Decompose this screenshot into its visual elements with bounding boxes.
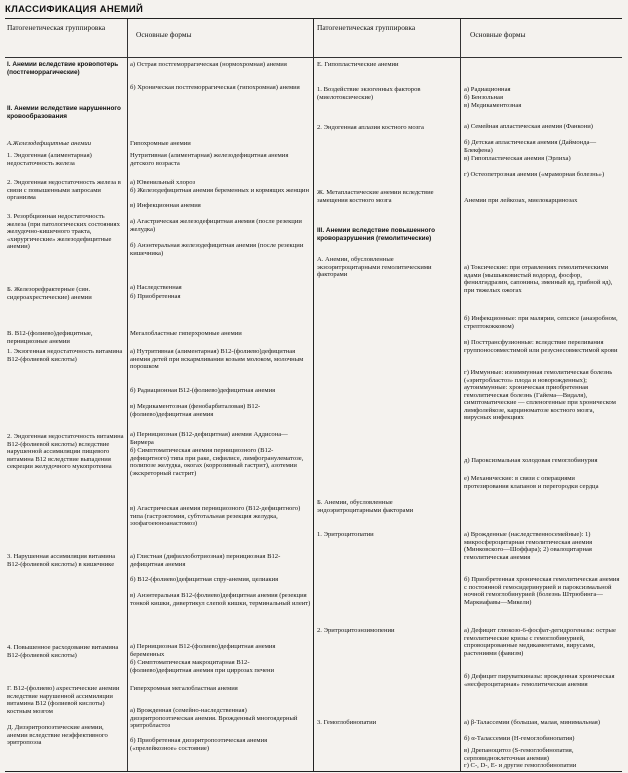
form-item: б) Железодефицитная анемия беременных и кормящих женщин bbox=[130, 187, 309, 194]
group-item: 3. Резорбционная недостаточность железа (при патологических состояниях желудочно-кишечного тракта, «хирургические» железодефицитные анемии) bbox=[7, 213, 120, 250]
form-item: е) Механические: в связи с операциями протезирования клапанов и перегородки сердца bbox=[464, 475, 599, 490]
form-item: в) Медикаментозная bbox=[464, 102, 522, 109]
group-item: I. Анемии вследствие кровопотерь (постгеморрагические) bbox=[7, 61, 119, 76]
form-item: а) Врожденные (наследственносемейные): 1) микросфероцитарная гемолитическая анемия (Минковского—Шоффара); 2) овалоцитарная гемолитическая анемия bbox=[464, 531, 593, 561]
group-item: 1. Воздействие экзогенных факторов (миелотоксические) bbox=[317, 86, 421, 101]
group-item: Б. Анемии, обусловленные эндоэритроцитарными факторами bbox=[317, 499, 414, 514]
group-item: А.Железодефицитные анемии bbox=[7, 140, 92, 147]
form-item: г) Остеопетрозная анемия («мраморная болезнь») bbox=[464, 171, 605, 178]
left-group-column bbox=[5, 19, 127, 771]
column-divider bbox=[460, 19, 461, 771]
form-item: в) Посттрансфузионные: вследствие переливания группоносовместимой или резуснесовместимой крови bbox=[464, 339, 618, 354]
form-item: г) Иммунные: изоиммунная гемолитическая болезнь («эритробластоз» плода и новорожденных); аутоиммунные: хроническая приобретенная гемолитическая болезнь (Гайема—Видаля), симптоматические — спленогенные при хроническом лимфолейкозе, карциноматозе костного мозга, вирусных инфекциях bbox=[464, 369, 616, 421]
header-pathogenetic-group-right: Патогенетическая группировка bbox=[317, 23, 416, 32]
form-item: б) B12-(фолиево)дефицитная спру-анемия, целиакия bbox=[130, 576, 279, 583]
group-item: 2. Эндогенная недостаточность железа в связи с повышенными запросами организма bbox=[7, 179, 121, 201]
form-item: б) Приобретенная дизэритропоэтическая анемия («прелейкозное» состояние) bbox=[130, 737, 268, 752]
form-item: а) Наследственная bbox=[130, 284, 182, 291]
form-item: а) Врожденная (семейно-наследственная) дизэритропоэтическая анемия. Врожденный многоядерный эритробластоз bbox=[130, 707, 298, 729]
form-item: в) Гипопластическая анемия (Эрлиха) bbox=[464, 155, 571, 162]
classification-table bbox=[5, 18, 622, 772]
header-pathogenetic-group: Патогенетическая группировка bbox=[7, 23, 106, 32]
form-item: б) Инфекционные: при малярии, сепсисе (анаэробном, стрептококковом) bbox=[464, 315, 618, 330]
form-subheading: Гиперхромная мегалобластная анемия bbox=[130, 685, 238, 692]
form-item: в) Дрепаноцитоз (S-гемоглобинопатия, серповидноклеточная анемия) bbox=[464, 747, 574, 762]
form-item: а) β-Талассемии (большая, малая, минимальная) bbox=[464, 719, 601, 726]
form-item: б) Хроническая постгеморрагическая (гипохромная) анемия bbox=[130, 84, 300, 91]
form-item: а) Глистная (дифиллоботриозная) пернициозная B12-дефицитная анемия bbox=[130, 553, 281, 568]
center-divider bbox=[313, 19, 314, 771]
group-item: Е. Гипопластические анемии bbox=[317, 61, 399, 68]
form-item: а) Острая постгеморрагическая (нормохромная) анемия bbox=[130, 61, 287, 68]
form-subheading: Мегалобластные гиперхромные анемии bbox=[130, 330, 242, 337]
form-item: а) Дефицит глюкозо-6-фосфат-дегидрогеназы: острые гемолитические кризы с гемоглобинурией, спровоцированные медикаментами, вирусами, растениями (фавизм) bbox=[464, 627, 616, 657]
form-item: б) Приобретенная хроническая гемолитическая анемия с постоянной гемосидеринурией и пароксизмальной ночной гемоглобинурией (болезнь Штрюбинга—Маркиафавы—Микели) bbox=[464, 576, 620, 606]
group-item: 2. Эндогенная недостаточность витамина B12-(фолиевой кислоты) вследствие нарушенной ассимиляции пищевого витамина B12 вследствие выпадения секреции желудочного мукопротеина bbox=[7, 433, 124, 470]
right-group-column bbox=[315, 19, 460, 771]
form-item: а) Пернициозная (B12-дефицитная) анемия Аддисона—Бирмера bbox=[130, 431, 288, 446]
group-item: 1. Экзогенная недостаточность витамина B12-(фолиевой кислоты) bbox=[7, 348, 123, 363]
right-forms-column bbox=[462, 19, 622, 771]
form-item: в) Медикаментозная (фенобарбиталовая) B12-(фолиево)дефицитная анемия bbox=[130, 403, 261, 418]
group-item: III. Анемии вследствие повышенного кроворазрушения (гемолитические) bbox=[317, 227, 436, 242]
form-subheading: Гипохромные анемии bbox=[130, 140, 191, 147]
group-item: Г. B12-(фолиево) ахрестические анемии вследствие нарушенной ассимиляции витамина B12 (фолиевой кислоты) костным мозгом bbox=[7, 685, 120, 715]
form-item: в) Анэнтеральная B12-(фолиево)дефицитная анемия (резекция тонкой кишки, дивертикул слепой кишки, терминальный илеит) bbox=[130, 592, 311, 607]
form-item: б) Радиационная B12-(фолиево)дефицитная анемия bbox=[130, 387, 276, 394]
group-item: 1. Эритроцитопатии bbox=[317, 531, 374, 538]
group-item: 2. Эритроцитоэнзимопении bbox=[317, 627, 395, 634]
header-main-forms-right: Основные формы bbox=[470, 30, 526, 39]
form-item: Нутритивная (алиментарная) железодефицитная анемия детского возраста bbox=[130, 152, 289, 167]
group-item: Ж. Метапластические анемии вследствие замещения костного мозга bbox=[317, 189, 434, 204]
form-item: Анемии при лейкозах, миелокарцинозах bbox=[464, 197, 578, 204]
group-item: В. B12-(фолиево)дефицитные, пернициозные анемии bbox=[7, 330, 93, 345]
form-item: б) Бензольная bbox=[464, 94, 504, 101]
group-item: 1. Эндогенная (алиментарная) недостаточность железа bbox=[7, 152, 92, 167]
group-item: 4. Повышенное расходование витамина B12-(фолиевой кислоты) bbox=[7, 644, 119, 659]
form-item: а) Семейная апластическая анемия (Фанкони) bbox=[464, 123, 593, 130]
form-item: а) Радиационная bbox=[464, 86, 511, 93]
group-item: II. Анемии вследствие нарушенного кровообразования bbox=[7, 105, 121, 120]
header-main-forms: Основные формы bbox=[136, 30, 192, 39]
form-item: а) Нутритивная (алиментарная) B12-(фолиево)дефицитная анемия детей при вскармливании козьим молоком, молочным порошком bbox=[130, 348, 304, 370]
form-item: б) Симптоматическая анемия пернициозного (B12-дефицитного) типа при раке, сифилисе, лимфогранулематозе, полипозе желудка, окогах (коррозивный гастрит), азотемии (экскреторный гастрит) bbox=[130, 447, 304, 477]
form-item: б) Анэнтеральная железодефицитная анемия (после резекции кишечника) bbox=[130, 242, 304, 257]
group-item: Д. Дизэритропоэтические анемии, анемии вследствие неэффективного эритропоэза bbox=[7, 724, 108, 746]
page-title: КЛАССИФИКАЦИЯ АНЕМИЙ bbox=[5, 4, 144, 15]
form-item: д) Пароксизмальная холодовая гемоглобинурия bbox=[464, 457, 598, 464]
form-item: б) Детская апластическая анемия (Даймонда—Блекфена) bbox=[464, 139, 597, 154]
group-item: Б. Железорефрактерные (син. сидероахрестические) анемии bbox=[7, 286, 92, 301]
form-item: б) Симптоматическая макроцитарная B12-(фолиево)дефицитная анемия при циррозах печени bbox=[130, 659, 275, 674]
form-item: а) Пернициозная B12-(фолиево)дефицитная анемия беременных bbox=[130, 643, 276, 658]
group-item: 3. Нарушенная ассимиляция витамина B12-(фолиевой кислоты) в кишечнике bbox=[7, 553, 116, 568]
group-item: А. Анемии, обусловленные экзоэритроцитарными гемолитическими факторами bbox=[317, 256, 432, 278]
form-item: б) Приобретенная bbox=[130, 293, 181, 300]
form-item: б) Дефицит пируваткиназы: врожденная хроническая «несфероцитарная» гемолитическая анемия bbox=[464, 673, 615, 688]
form-item: а) Ювенильный хлороз bbox=[130, 179, 196, 186]
form-item: в) Инфекционная анемия bbox=[130, 202, 201, 209]
form-item: а) Токсические: при отравлениях гемолитическими ядами (мышьяковистый водород, фосфор, фенилгидразин, сапонины, змеиный яд, грибной яд), при тяжелых ожогах bbox=[464, 264, 613, 294]
left-forms-column bbox=[128, 19, 313, 771]
form-item: г) С-, D-, Е- и другие гемоглобинопатии bbox=[464, 762, 577, 769]
group-item: 3. Гемоглобинопатии bbox=[317, 719, 377, 726]
form-item: в) Агастрическая анемия пернициозного (B12-дефицитного) типа (гастрэктомия, субтотальная резекция желудка, эзофагоеюноанастомоз) bbox=[130, 505, 301, 527]
group-item: 2. Эндогенная аплазия костного мозга bbox=[317, 124, 424, 131]
form-item: а) Агастрическая железодефицитная анемия (после резекции желудка) bbox=[130, 218, 302, 233]
form-item: б) α-Талассемии (Н-гемоглобинопатия) bbox=[464, 735, 575, 742]
